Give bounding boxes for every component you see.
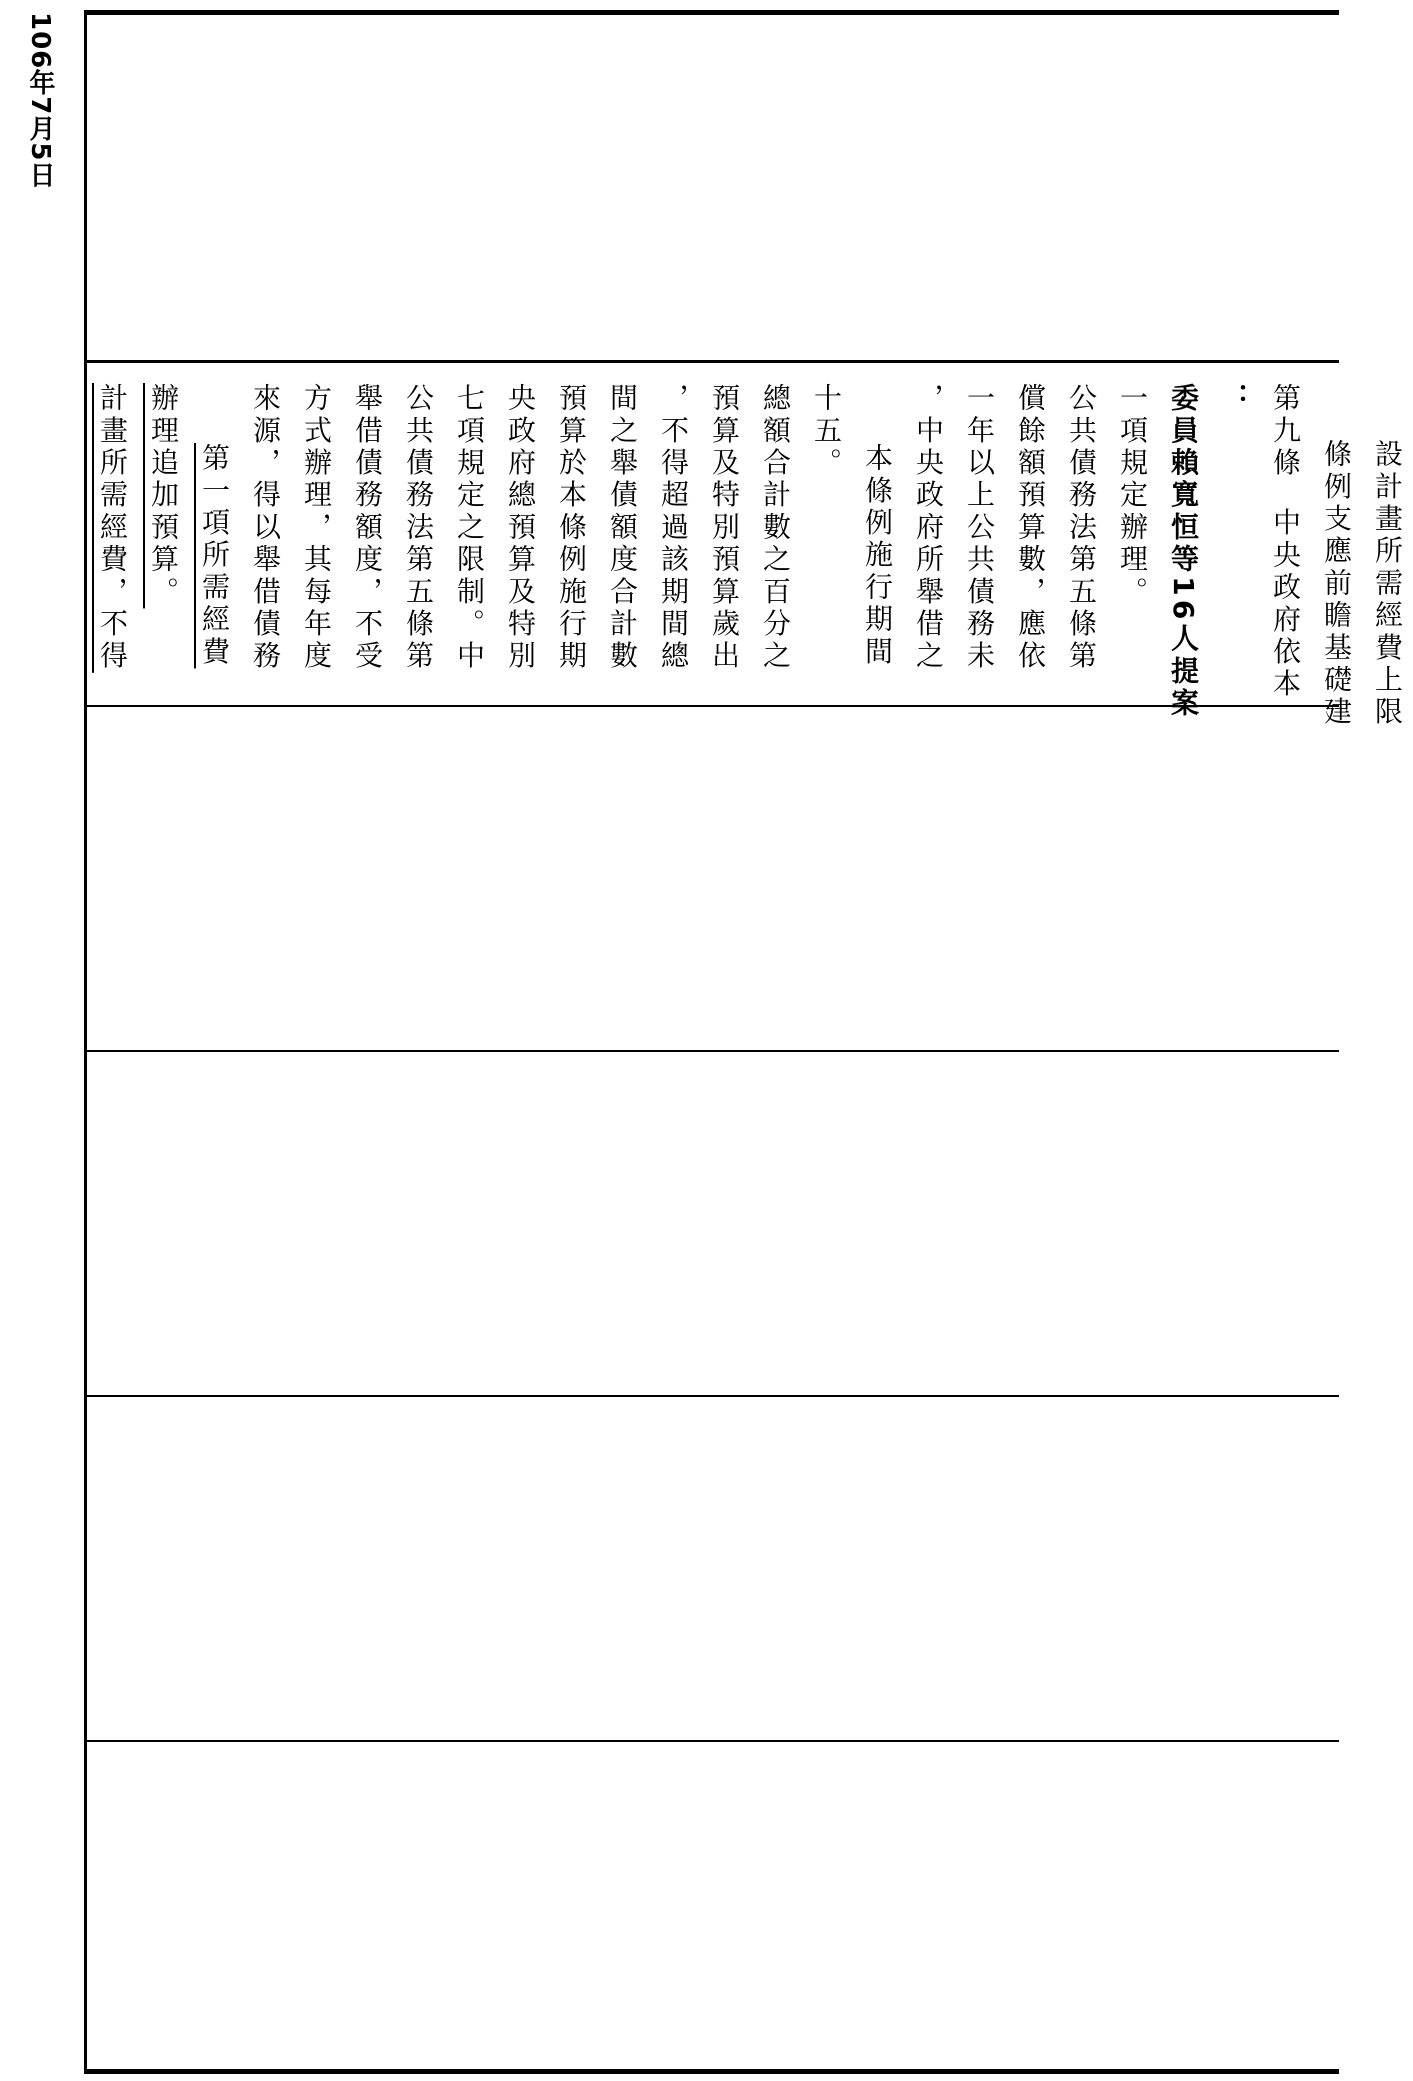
table-row (87, 1050, 1339, 1397)
text-line: 來源，得以舉借債務 (249, 383, 282, 673)
text-line: 本條例施行期間 (861, 443, 894, 669)
table-row (87, 1740, 1339, 2069)
text-column (87, 383, 1413, 729)
text-line: 計畫所需經費，不得 (96, 383, 129, 673)
text-line: 總額合計數之百分之 (759, 383, 792, 673)
text-line: 償餘額預算數，應依 (1014, 383, 1047, 673)
text-line: 預算於本條例施行期 (555, 383, 588, 673)
table-row (87, 705, 1339, 1052)
table-row (87, 15, 1339, 360)
text-line: 一項規定辦理。 (1116, 383, 1149, 609)
text-line: 公共債務法第五條第 (402, 383, 435, 673)
text-line: 間之舉債額度合計數 (606, 383, 639, 673)
text-line: ，中央政府所舉借之 (912, 383, 945, 673)
text-line: 設計畫所需經費上限 (1371, 439, 1404, 729)
table-row (87, 1395, 1339, 1742)
text-line: 第一項所需經費 (198, 443, 231, 669)
text-line: 方式辦理，其每年度 (300, 383, 333, 673)
article-label: 第九條 (1269, 383, 1302, 480)
text-line: 一年以上公共債務未 (963, 383, 996, 673)
text-line: 條例支應前瞻基礎建 (1320, 439, 1353, 729)
text-line: 公共債務法第五條第 (1065, 383, 1098, 673)
text-line: 十五。 (810, 383, 843, 480)
page-date: 106年7月5日 (25, 12, 55, 189)
proposal-colon: ： (1218, 383, 1251, 416)
text-line: 舉借債務額度，不受 (351, 383, 384, 673)
text-line: 央政府總預算及特別 (504, 383, 537, 673)
text-line: 七項規定之限制。中 (453, 383, 486, 673)
text-line: 辦理追加預算。 (147, 383, 180, 609)
article-text: 中央政府依本 (1269, 507, 1302, 701)
text-line: 預算及特別預算歲出 (708, 383, 741, 673)
proposal-heading: 委員賴寬恒等16人提案 (1167, 383, 1200, 721)
document-table (84, 10, 1404, 2074)
text-line: ，不得超過該期間總 (657, 383, 690, 673)
table-row-text (87, 360, 1404, 729)
article-first-line (1260, 383, 1311, 701)
